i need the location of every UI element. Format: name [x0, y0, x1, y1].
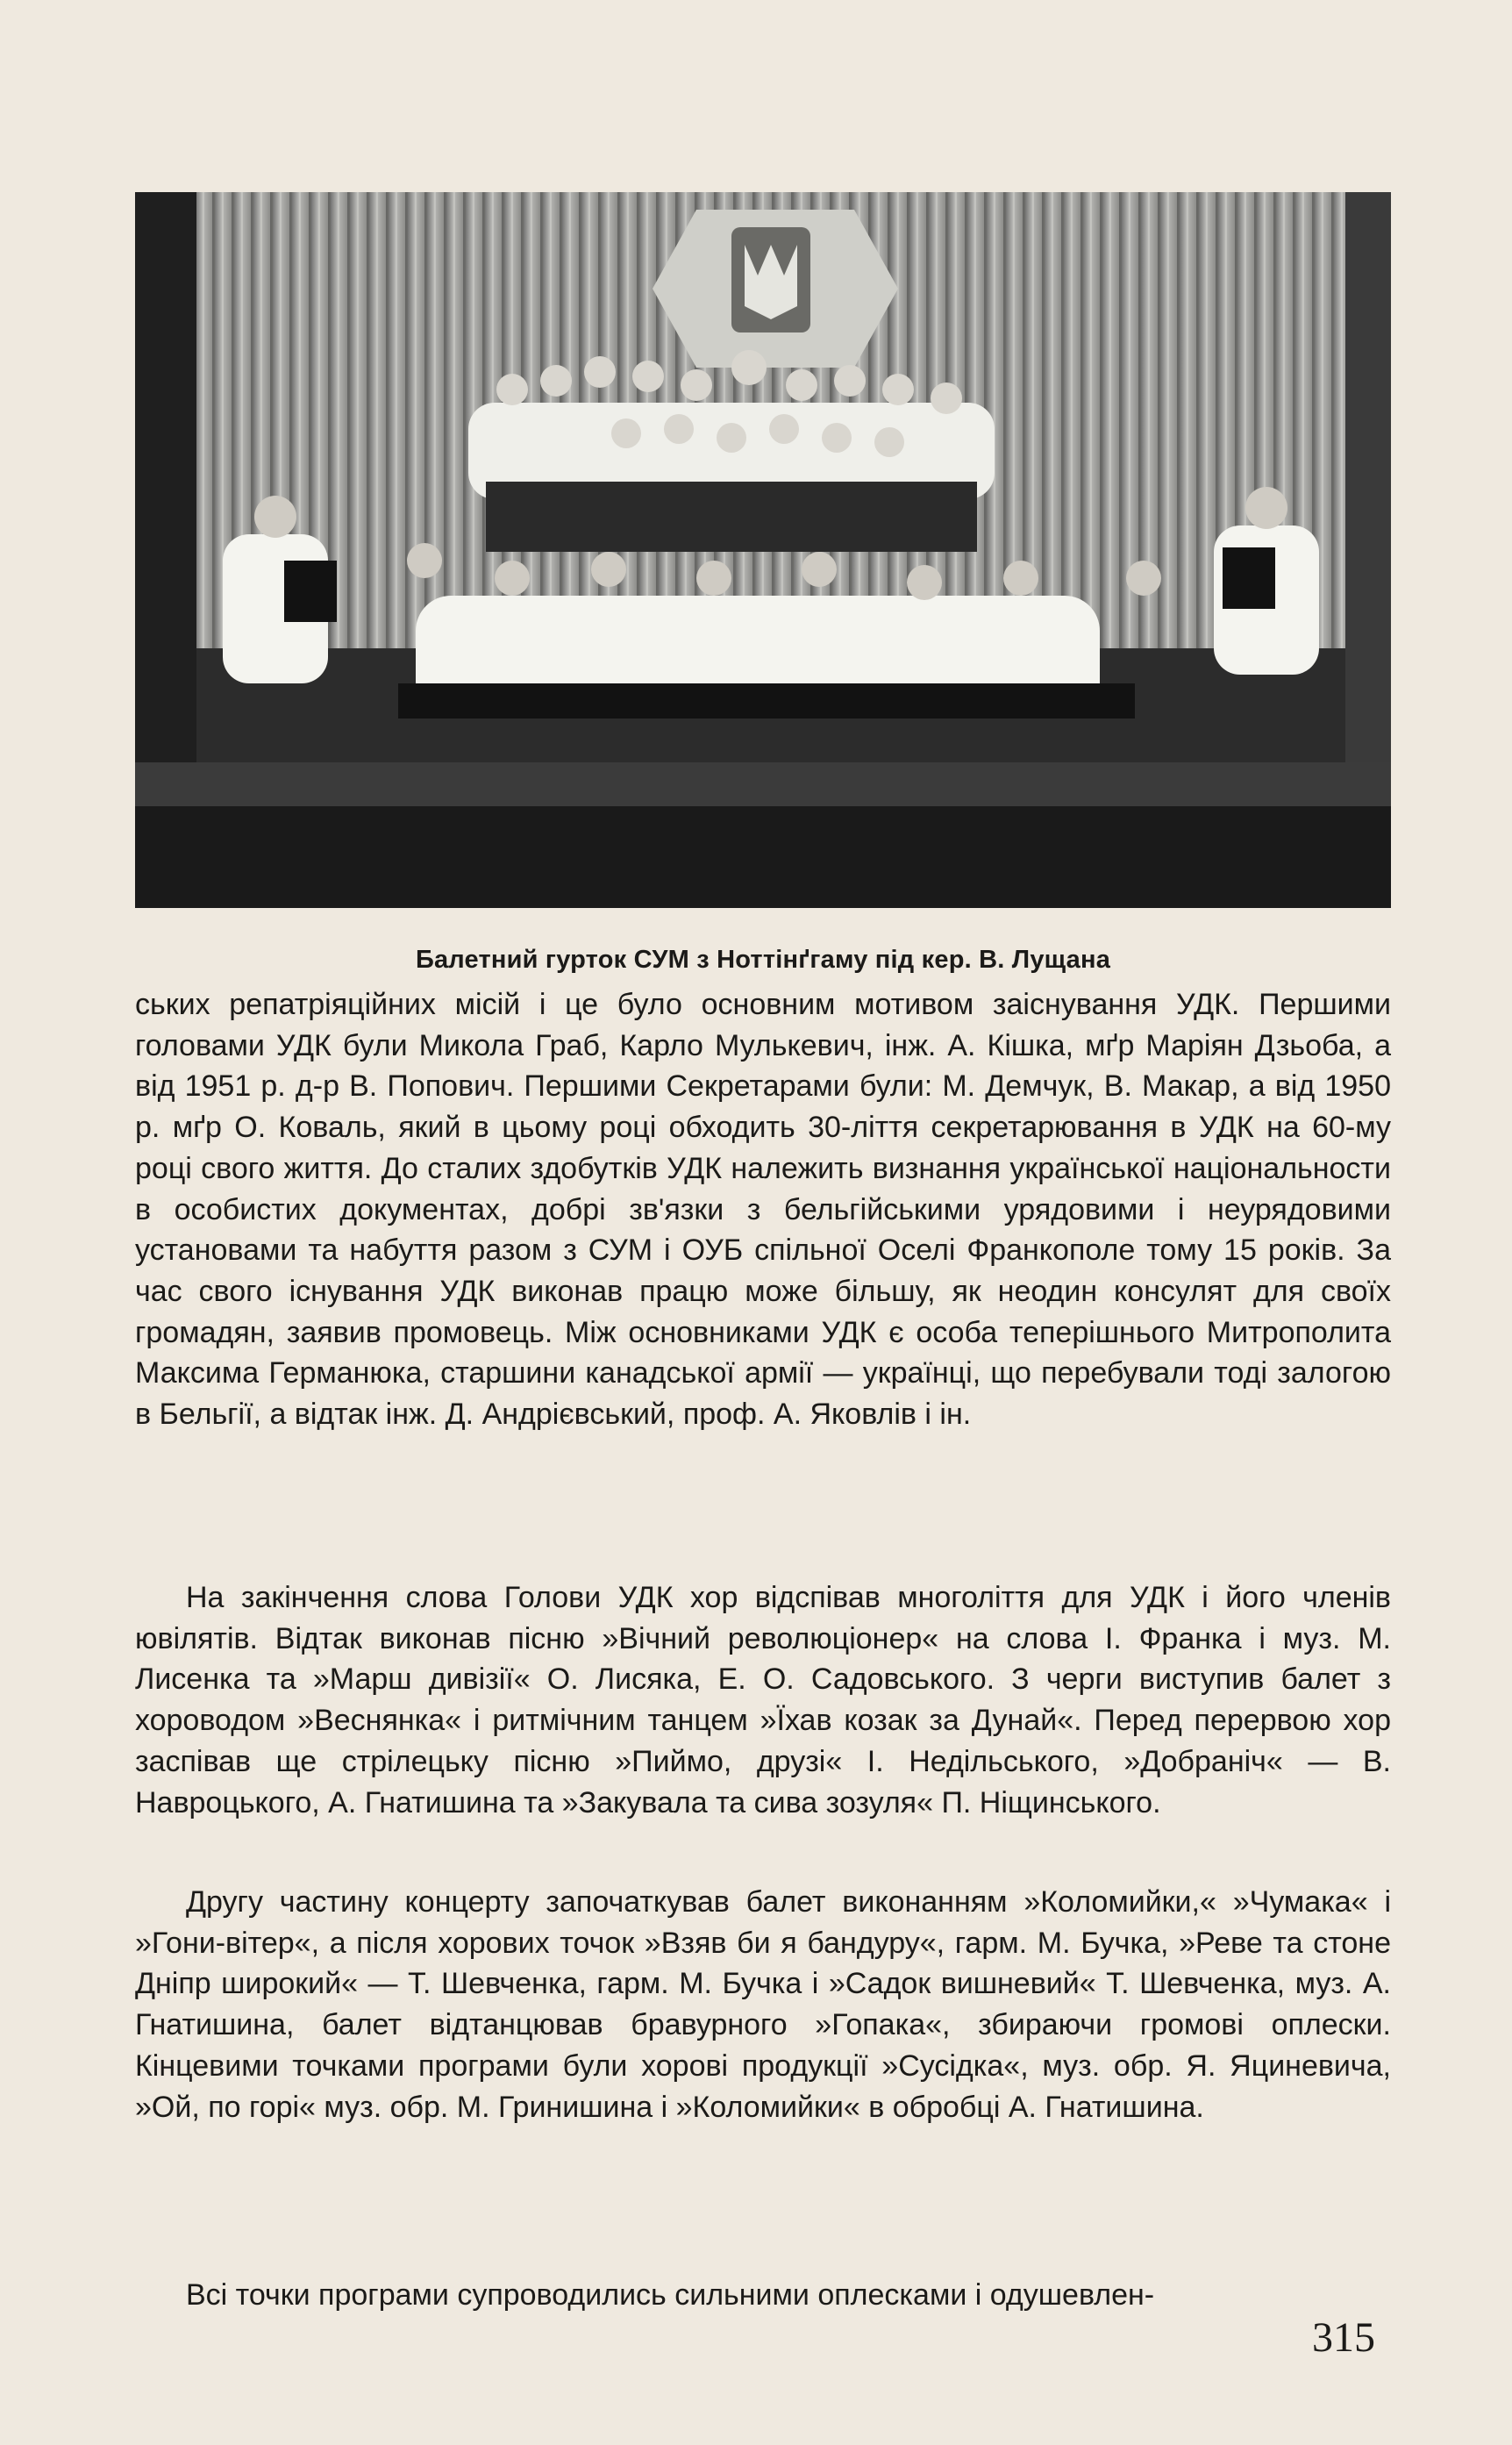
paragraph-2-text: На закінчення слова Голови УДК хор відспівав многоліття для УДК і його членів ювілятів. Відтак виконав пісню »Вічний революціонер« на слова І. Франка і муз. М. Лисенка та »Марш дивізії« О. Лисяка, Е. О. Садовського. З черги виступив балет з хороводом »Веснянка« і ритмічним танцем »Їхав козак за Дунай«. Перед перервою хор заспівав ще стрілецьку пісню »Пиймо, друзі« І. Недільського, »Добраніч« — В. Навроцького, А. Гнатишина та »Закувала та сива зозуля« П. Ніщинського. [135, 1581, 1391, 1819]
page-number: 315 [1312, 2314, 1375, 2361]
paragraph-4-text: Всі точки програми супроводились сильними оплесками і одушевлен- [186, 2278, 1155, 2312]
paragraph-2 [135, 1577, 1391, 1823]
paragraph-1-text: ських репатріяційних місій і це було основним мотивом заіснування УДК. Першими головами УДК були Микола Граб, Карло Мулькевич, інж. А. Кішка, мґр Марiян Дзьоба, а від 1951 р. д-р В. Попович. Першими Секретарами були: М. Демчук, В. Макар, а від 1950 р. мґр О. Коваль, який в цьому році обходить 30-ліття секретарювання в УДК на 60-му році свого життя. До сталих здобутків УДК належить визнання української національности в особистих документах, добрі зв'язки з бельгійськими урядовими і неурядовими установами та набуття разом з СУМ і ОУБ спільної Оселі Франкополе тому 15 років. За час свого існування УДК виконав працю може більшу, як неодин консулят для своїх громадян, заявив промовець. Між основниками УДК є особа теперішнього Митрополита Максима Германюка, старшини канадської армії — українці, що перебували тоді залогою в Бельгії, а відтак інж. Д. Андрієвський, проф. А. Яковлів і ін. [135, 988, 1391, 1432]
paragraph-4 [135, 2275, 1391, 2316]
ballet-group-photo [135, 192, 1391, 908]
photo-illustration [135, 192, 1391, 908]
photo-caption: Балетний гурток СУМ з Ноттінґгаму під кер. В. Лущана [415, 946, 1111, 974]
paragraph-3-text: Другу частину концерту започаткував балет виконанням »Коломийки,« »Чумака« і »Гони-вітер«, а після хорових точок »Взяв би я бандуру«, гарм. М. Бучка, »Реве та стоне Дніпр широкий« — Т. Шевченка, гарм. М. Бучка і »Садок вишневий« Т. Шевченка, муз. А. Гнатишина, балет відтанцював бравурного »Гопака«, збираючи громові оплески. Кінцевими точками програми були хорові продукції »Сусідка«, муз. обр. Я. Яциневича, »Ой, по горі« муз. обр. М. Гринишина і »Коломийки« в обробці А. Гнатишина. [135, 1885, 1391, 2124]
paragraph-1 [135, 984, 1391, 1435]
paragraph-3 [135, 1882, 1391, 2127]
